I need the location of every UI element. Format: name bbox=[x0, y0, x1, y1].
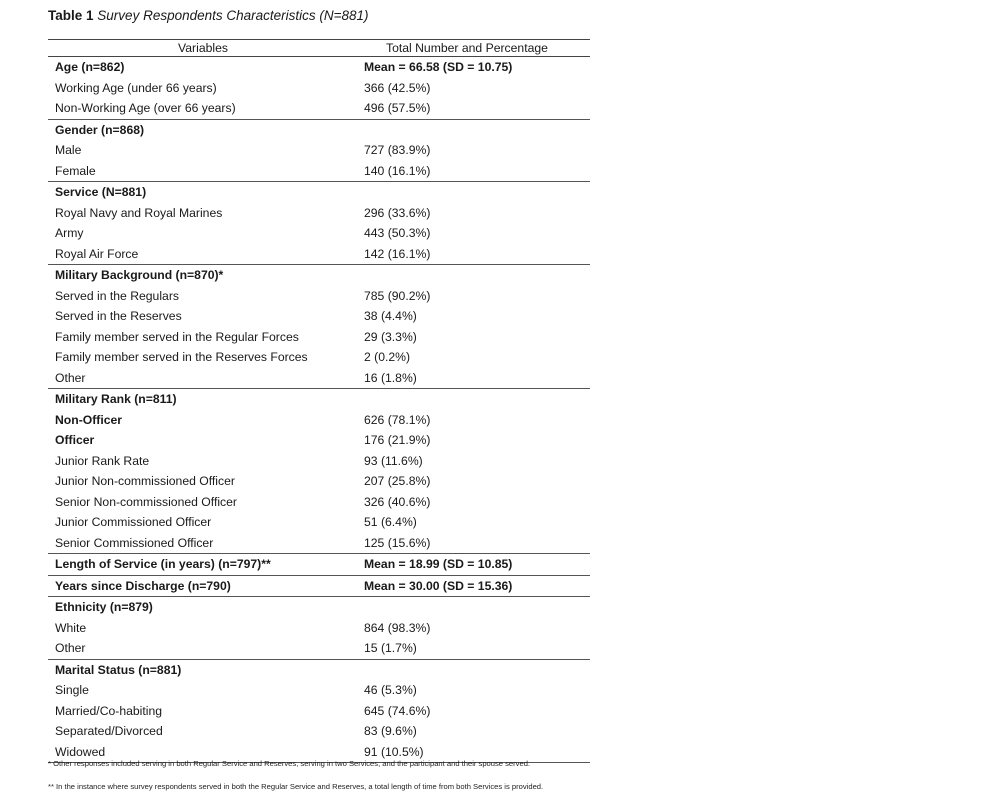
table-section-row bbox=[48, 659, 590, 680]
table-section-row bbox=[48, 389, 590, 410]
variable-cell: Officer bbox=[55, 433, 95, 447]
table-header-row bbox=[48, 40, 590, 57]
value-cell: 296 (33.6%) bbox=[364, 205, 431, 220]
table-row bbox=[48, 306, 590, 327]
header-variables: Variables bbox=[48, 40, 358, 57]
value-cell: 46 (5.3%) bbox=[364, 683, 417, 697]
table-row bbox=[48, 430, 590, 451]
value-cell: 645 (74.6%) bbox=[364, 703, 431, 718]
footnote-2: ** In the instance where survey respondents served in both the Regular Service and Reserves, a total length of time from both Services is provided. bbox=[48, 782, 544, 791]
variable-cell: Military Background (n=870)* bbox=[48, 265, 358, 286]
variable-cell: Senior Commissioned Officer bbox=[55, 535, 214, 550]
variable-cell: Length of Service (in years) (n=797)** bbox=[48, 554, 358, 576]
table-row bbox=[48, 618, 590, 639]
footnote-1: * Other responses included serving in both Regular Service and Reserves, serving in two Services, and the participant and their spouse served. bbox=[48, 759, 531, 768]
value-cell: 496 (57.5%) bbox=[364, 101, 431, 115]
table-row bbox=[48, 223, 590, 244]
value-cell: 38 (4.4%) bbox=[364, 309, 417, 323]
value-cell: 15 (1.7%) bbox=[364, 641, 417, 655]
variable-cell: Military Rank (n=811) bbox=[48, 389, 358, 410]
table-caption bbox=[48, 8, 369, 23]
value-cell: Mean = 18.99 (SD = 10.85) bbox=[358, 554, 590, 576]
value-cell bbox=[358, 659, 590, 680]
table-row bbox=[48, 680, 590, 701]
table-row bbox=[48, 638, 590, 659]
table-row bbox=[48, 451, 590, 472]
table-section-row bbox=[48, 57, 590, 78]
value-cell: 326 (40.6%) bbox=[364, 494, 431, 509]
variable-cell: Age (n=862) bbox=[55, 60, 125, 74]
variable-cell: Service (N=881) bbox=[48, 182, 358, 203]
variable-cell: Marital Status (n=881) bbox=[48, 659, 358, 680]
value-cell bbox=[358, 182, 590, 203]
table-row bbox=[48, 368, 590, 389]
variable-cell: Non-Working Age (over 66 years) bbox=[55, 101, 236, 115]
variable-cell: Other bbox=[55, 641, 86, 655]
value-cell: 142 (16.1%) bbox=[364, 246, 431, 261]
table-caption-title: Survey Respondents Characteristics (N=881) bbox=[97, 8, 369, 23]
variable-cell: Royal Air Force bbox=[55, 246, 139, 261]
value-cell: 2 (0.2%) bbox=[364, 350, 411, 364]
table-row bbox=[48, 78, 590, 99]
variable-cell: Served in the Regulars bbox=[55, 288, 179, 303]
value-cell: 785 (90.2%) bbox=[364, 288, 431, 303]
variable-cell: Junior Commissioned Officer bbox=[55, 515, 212, 529]
value-cell: 864 (98.3%) bbox=[364, 620, 431, 635]
table-row bbox=[48, 140, 590, 161]
table-body bbox=[48, 57, 590, 763]
variable-cell: Female bbox=[55, 163, 96, 178]
variable-cell: Male bbox=[55, 143, 82, 157]
value-cell: 16 (1.8%) bbox=[364, 370, 417, 385]
variable-cell: Junior Rank Rate bbox=[55, 453, 150, 468]
table-row bbox=[48, 471, 590, 492]
table-row bbox=[48, 347, 590, 368]
table-section-row bbox=[48, 265, 590, 286]
value-cell: 366 (42.5%) bbox=[364, 80, 431, 95]
value-cell: 29 (3.3%) bbox=[364, 329, 417, 344]
table-section-row bbox=[48, 597, 590, 618]
variable-cell: Ethnicity (n=879) bbox=[48, 597, 358, 618]
value-cell: 140 (16.1%) bbox=[364, 163, 431, 178]
value-cell: Mean = 30.00 (SD = 15.36) bbox=[358, 575, 590, 597]
table-row bbox=[48, 161, 590, 182]
table-row bbox=[48, 701, 590, 722]
table-section-row bbox=[48, 119, 590, 140]
header-total: Total Number and Percentage bbox=[358, 40, 590, 57]
table-section-row bbox=[48, 575, 590, 597]
variable-cell: Gender (n=868) bbox=[48, 119, 358, 140]
variable-cell: Single bbox=[55, 683, 89, 697]
value-cell: 51 (6.4%) bbox=[364, 515, 417, 529]
table-section-row bbox=[48, 554, 590, 576]
variable-cell: Army bbox=[55, 226, 84, 240]
table-row bbox=[48, 533, 590, 554]
value-cell: 91 (10.5%) bbox=[358, 742, 590, 763]
table-row bbox=[48, 410, 590, 431]
variable-cell: Royal Navy and Royal Marines bbox=[55, 205, 223, 220]
variable-cell: White bbox=[55, 620, 87, 635]
variable-cell: Years since Discharge (n=790) bbox=[48, 575, 358, 597]
variable-cell: Junior Non-commissioned Officer bbox=[55, 474, 235, 488]
variable-cell: Widowed bbox=[48, 742, 358, 763]
value-cell: 83 (9.6%) bbox=[364, 724, 417, 738]
table-row bbox=[48, 327, 590, 348]
variable-cell: Married/Co-habiting bbox=[55, 703, 163, 718]
variable-cell: Non-Officer bbox=[55, 412, 123, 427]
table-row bbox=[48, 721, 590, 742]
value-cell bbox=[358, 389, 590, 410]
variable-cell: Family member served in the Reserves Forces bbox=[55, 350, 308, 364]
value-cell bbox=[358, 597, 590, 618]
table-row bbox=[48, 512, 590, 533]
table-section-row bbox=[48, 182, 590, 203]
value-cell bbox=[358, 265, 590, 286]
value-cell bbox=[358, 119, 590, 140]
value-cell: 443 (50.3%) bbox=[364, 226, 431, 240]
value-cell: 93 (11.6%) bbox=[364, 453, 423, 468]
value-cell: 626 (78.1%) bbox=[364, 412, 431, 427]
variable-cell: Senior Non-commissioned Officer bbox=[55, 494, 237, 509]
table-caption-label: Table 1 bbox=[48, 8, 94, 23]
value-cell: Mean = 66.58 (SD = 10.75) bbox=[364, 60, 513, 74]
variable-cell: Other bbox=[55, 370, 86, 385]
value-cell: 727 (83.9%) bbox=[364, 143, 431, 157]
variable-cell: Separated/Divorced bbox=[55, 724, 163, 738]
value-cell: 207 (25.8%) bbox=[364, 474, 431, 488]
table-row bbox=[48, 203, 590, 224]
table-row bbox=[48, 286, 590, 307]
variable-cell: Served in the Reserves bbox=[55, 309, 182, 323]
variable-cell: Working Age (under 66 years) bbox=[55, 80, 217, 95]
characteristics-table bbox=[48, 39, 590, 763]
table-row bbox=[48, 98, 590, 119]
table-row bbox=[48, 492, 590, 513]
variable-cell: Family member served in the Regular Forces bbox=[55, 329, 299, 344]
value-cell: 125 (15.6%) bbox=[364, 535, 431, 550]
table-row bbox=[48, 244, 590, 265]
value-cell: 176 (21.9%) bbox=[364, 433, 431, 447]
